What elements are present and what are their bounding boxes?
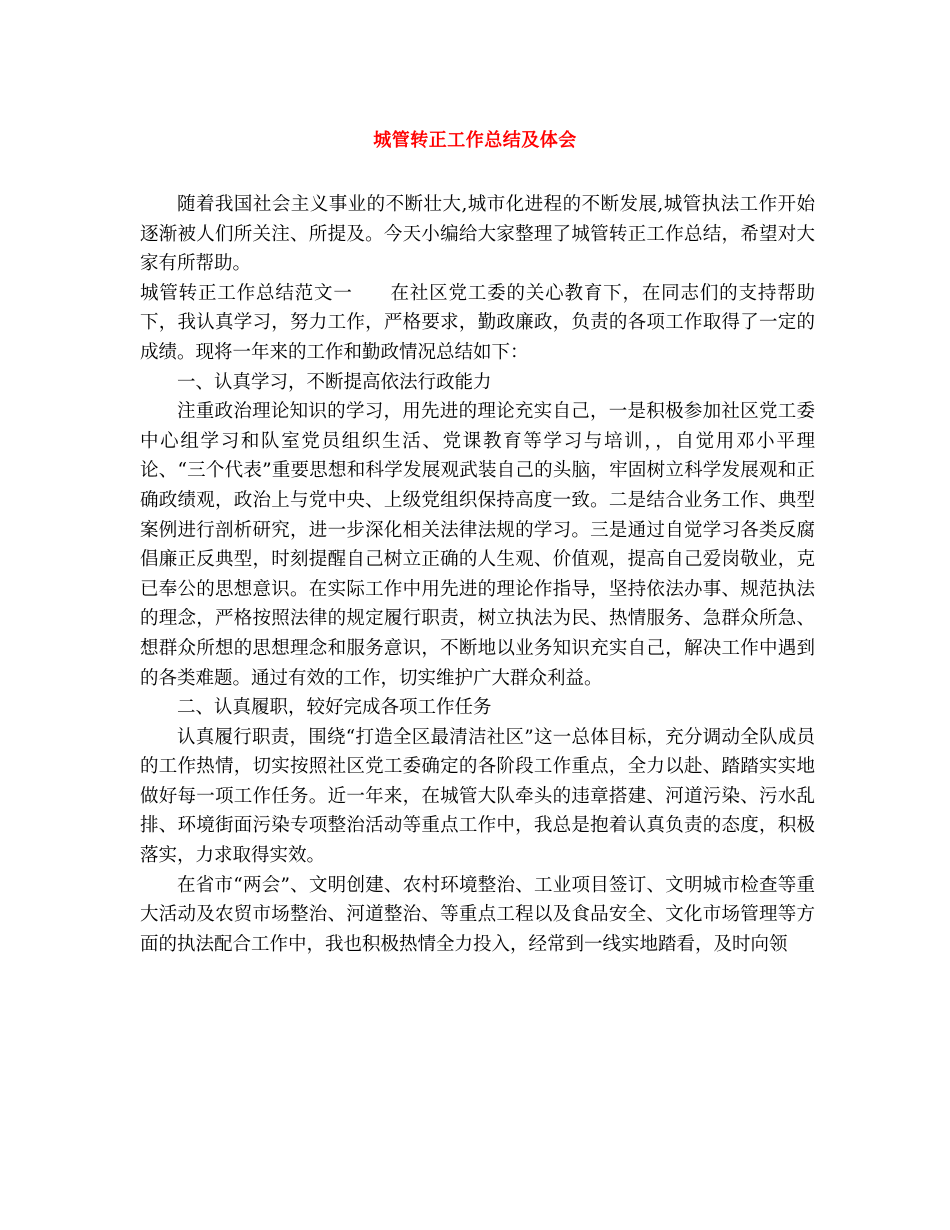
sample-paragraph — [140, 279, 815, 368]
section-1-paragraph: 注重政治理论知识的学习，用先进的理论充实自己，一是积极参加社区党工委中心组学习和队室党员组织生活、党课教育等学习与培训，，自觉用邓小平理论、“三个代表”重要思想和科学发展观武装自己的头脑，牢固树立科学发展观和正确政绩观，政治上与党中央、上级党组织保持高度一致。二是结合业务工作、典型案例进行剖析研究，进一步深化相关法律法规的学习。三是通过自觉学习各类反腐倡廉正反典型，时刻提醒自己树立正确的人生观、价值观，提高自己爱岗敬业，克已奉公的思想意识。在实际工作中用先进的理论作指导，坚持依法办事、规范执法的理念，严格按照法律的规定履行职责，树立执法为民、热情服务、急群众所急、想群众所想的思想理念和服务意识，不断地以业务知识充实自己，解决工作中遇到的各类难题。通过有效的工作，切实维护广大群众利益。 — [140, 401, 815, 689]
section-heading-2: 二、认真履职，较好完成各项工作任务 — [177, 697, 492, 719]
document-title: 城管转正工作总结及体会 — [373, 130, 577, 151]
sample-text: 在社区党工委的关心教育下，在同志们的支持帮助下，我认真学习，努力工作，严格要求，勤政廉政，负责的各项工作取得了一定的成绩。现将一年来的工作和勤政情况总结如下： — [140, 282, 815, 363]
document-body — [140, 190, 815, 959]
section-heading-1: 一、认真学习，不断提高依法行政能力 — [177, 371, 492, 393]
section-2-paragraph-continued: 在省市“两会”、文明创建、农村环境整治、工业项目签订、文明城市检查等重大活动及农贸市场整治、河道整治、等重点工程以及食品安全、文化市场管理等方面的执法配合工作中，我也积极热情全力投入，经常到一线实地踏看，及时向领 — [140, 874, 815, 955]
sample-label: 城管转正工作总结范文一 — [140, 282, 353, 304]
section-2-paragraph: 认真履行职责，围绕“打造全区最清洁社区”这一总体目标，充分调动全队成员的工作热情，切实按照社区党工委确定的各阶段工作重点，全力以赴、踏踏实实地做好每一项工作任务。近一年来，在城管大队牵头的违章搭建、河道污染、污水乱排、环境街面污染专项整治活动等重点工作中，我总是抱着认真负责的态度，积极落实，力求取得实效。 — [140, 726, 815, 867]
intro-paragraph: 随着我国社会主义事业的不断壮大,城市化进程的不断发展,城管执法工作开始逐渐被人们所关注、所提及。今天小编给大家整理了城管转正工作总结，希望对大家有所帮助。 — [140, 194, 815, 275]
